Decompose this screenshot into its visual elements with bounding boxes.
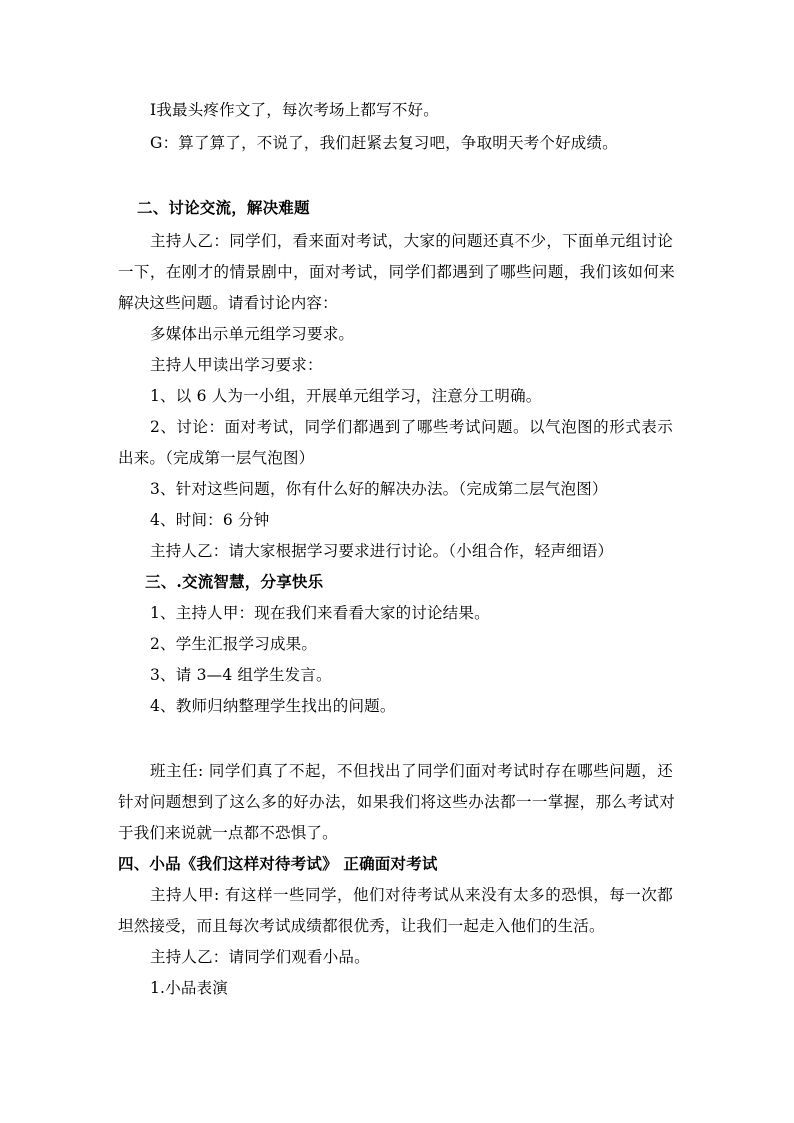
paragraph-line: 坦然接受，而且每次考试成绩都很优秀，让我们一起走入他们的生活。 [118, 917, 605, 935]
section-heading-2: 二、讨论交流，解决难题 [137, 198, 310, 217]
paragraph-line: 一下，在刚才的情景剧中，面对考试，同学们都遇到了哪些问题，我们该如何来 [118, 263, 675, 281]
section-heading-3: 三、.交流智慧，分享快乐 [145, 572, 324, 591]
list-item: 4、教师归纳整理学生找出的问题。 [150, 697, 396, 715]
dialogue-line-g: G：算了算了，不说了，我们赶紧去复习吧，争取明天考个好成绩。 [150, 134, 618, 152]
paragraph-line: 主持人甲: 有这样一些同学，他们对待考试从来没有太多的恐惧，每一次都 [150, 886, 673, 904]
paragraph-line: 解决这些问题。请看讨论内容： [118, 294, 338, 312]
paragraph-line: 主持人乙：请大家根据学习要求进行讨论。（小组合作，轻声细语） [150, 542, 614, 560]
list-item-continuation: 出来。（完成第一层气泡图） [118, 449, 315, 467]
paragraph-line: 多媒体出示单元组学习要求。 [150, 325, 355, 343]
paragraph-line: 班主任: 同学们真了不起，不但找出了同学们面对考试时存在哪些问题，还 [150, 762, 673, 780]
list-item: 1.小品表演 [150, 979, 228, 997]
paragraph-line: 于我们来说就一点都不恐惧了。 [118, 824, 338, 842]
list-item: 1、以 6 人为一小组，开展单元组学习，注意分工明确。 [150, 387, 542, 405]
paragraph-line: 针对问题想到了这么多的好办法，如果我们将这些办法都一一掌握，那么考试对 [118, 793, 675, 811]
paragraph-line: 主持人乙：同学们，看来面对考试，大家的问题还真不少，下面单元组讨论 [150, 232, 673, 250]
list-item: 2、讨论：面对考试，同学们都遇到了哪些考试问题。以气泡图的形式表示 [150, 418, 673, 436]
list-item: 2、学生汇报学习成果。 [150, 635, 318, 653]
dialogue-line-i: I我最头疼作文了，每次考场上都写不好。 [150, 101, 439, 119]
list-item: 4、时间：6 分钟 [150, 511, 270, 529]
section-heading-4: 四、小品《我们这样对待考试》 正确面对考试 [118, 854, 438, 873]
list-item: 1、主持人甲：现在我们来看看大家的讨论结果。 [150, 604, 490, 622]
paragraph-line: 主持人乙：请同学们观看小品。 [150, 948, 370, 966]
paragraph-line: 主持人甲读出学习要求： [150, 356, 323, 374]
list-item: 3、针对这些问题，你有什么好的解决办法。（完成第二层气泡图） [150, 480, 608, 498]
list-item: 3、请 3—4 组学生发言。 [150, 666, 332, 684]
